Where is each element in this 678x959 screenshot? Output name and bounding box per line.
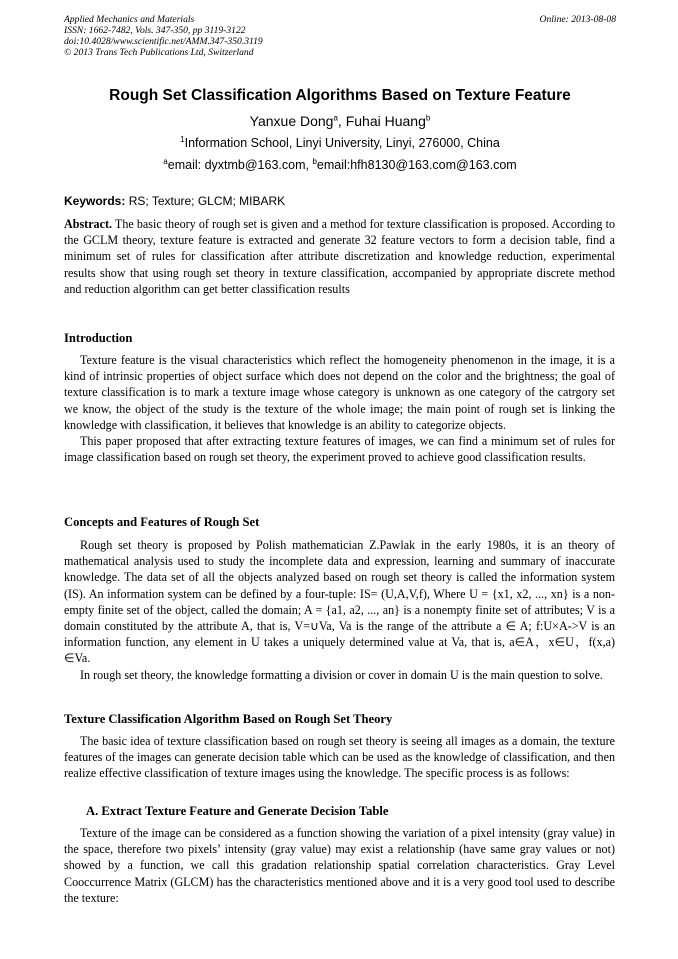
section-heading-algorithm: Texture Classification Algorithm Based on Rough Set Theory (64, 712, 393, 726)
concepts-paragraph-2: In rough set theory, the knowledge formatting a division or cover in domain U is the main question to solve. (80, 667, 603, 682)
subsection-heading-extract: A. Extract Texture Feature and Generate Decision Table (86, 804, 389, 818)
algorithm-body-2 (64, 825, 615, 906)
author-1: Yanxue Dong (249, 113, 334, 129)
copyright-line: © 2013 Trans Tech Publications Ltd, Switzerland (64, 46, 254, 58)
keywords-text: RS; Texture; GLCM; MIBARK (125, 194, 286, 208)
affiliation (64, 136, 616, 150)
introduction-body (64, 352, 615, 465)
issn-line: ISSN: 1662-7482, Vols. 347-350, pp 3119-3122 (64, 24, 246, 36)
keywords (64, 194, 616, 208)
introduction-paragraph-1: Texture feature is the visual characteristics which reflect the homogeneity phenomenon in the image, it is a kind of intrinsic properties of object surface which does not depend on the color and the brightness; the goal of texture classification is to mark a texture image whose category is unknown as one category of the catrgory set we know, the object of the study is the texture of the whole image; the main point of rough set is linking the knowledge with classification, it believes that knowledge is an ability to categorize objects. (64, 353, 615, 432)
journal-header (64, 15, 616, 59)
author-separator: , (337, 113, 346, 129)
online-date: Online: 2013-08-08 (539, 14, 616, 25)
abstract (64, 216, 615, 297)
email-b: email:hfh8130@163.com@163.com (316, 158, 517, 172)
email-a-sup: a (163, 156, 168, 166)
abstract-label: Abstract. (64, 217, 113, 231)
paper-title: Rough Set Classification Algorithms Based on Texture Feature (109, 87, 571, 104)
abstract-text: The basic theory of rough set is given and a method for texture classification is proposed. According to the GCLM theory, texture feature is extracted and generate 32 feature vectors to form a decision table, find a minimum set of rules for classification after attribute discretization and knowledge reduction, experimental results show that using rough set theory in texture classification, accompanied by appropriate discrete method and reduction algorithm can get better classification results (64, 217, 615, 296)
introduction-paragraph-2: This paper proposed that after extracting texture features of images, we can find a minimum set of rules for image classification based on rough set theory, the experiment proved to achieve good classification results. (64, 434, 615, 465)
section-heading-introduction: Introduction (64, 331, 133, 345)
author-1-sup: a (333, 113, 338, 123)
email-b-sup: b (312, 156, 317, 166)
email-a: email: dyxtmb@163.com, (167, 158, 313, 172)
author-line (64, 113, 616, 129)
algorithm-paragraph-2: Texture of the image can be considered as a function showing the variation of a pixel intensity (gray value) in the space, therefore two pixels’ intensity (gray value) may exist a relationship (have same gray values or not) showed by a function, we call this gradation relationship spatial correlation characteristics. Gray Level Cooccurrence Matrix (GLCM) has the characteristics mentioned above and it is a very good tool used to describe the texture: (64, 826, 615, 905)
concepts-body (64, 537, 615, 683)
author-2-sup: b (425, 113, 431, 123)
algorithm-paragraph-1: The basic idea of texture classification based on rough set theory is seeing all images as a domain, the texture features of the images can generate decision table which can be used as the knowledge of classification, and then realize effective classification of texture images using the knowledge. The specific process is as follows: (64, 734, 615, 781)
affiliation-sup: 1 (180, 134, 185, 144)
journal-name: Applied Mechanics and Materials (64, 14, 195, 25)
author-2: Fuhai Huang (345, 113, 426, 129)
section-heading-concepts: Concepts and Features of Rough Set (64, 515, 260, 529)
affiliation-text: Information School, Linyi University, Linyi, 276000, China (184, 136, 500, 150)
concepts-paragraph-1: Rough set theory is proposed by Polish mathematician Z.Pawlak in the early 1980s, it is an theory of mathematical analysis used to study the incomplete data and expression, learning and summary of inaccurate knowledge. The data set of all the objects analyzed based on rough set theory is called the information system (IS). An information system can be defined by a four-tuple: IS= (U,A,V,f), Where U = {x1, x2, ..., xn} is a non-empty finite set of the object, called the domain; A = {a1, a2, ..., an} is a nonempty finite set of attributes; V is a domain constituted by the attribute A, that is, V=∪Va, Va is the range of the attribute a ∈ A; f:U×A->V is an information function, any element in U takes a uniquely determined value at Va, that is, a∈A，x∈U，f(x,a) ∈Va. (64, 538, 615, 666)
email-line (64, 158, 616, 172)
doi-line: doi:10.4028/www.scientific.net/AMM.347-350.3119 (64, 35, 263, 47)
keywords-label: Keywords: (64, 194, 126, 208)
algorithm-body-1 (64, 733, 615, 782)
